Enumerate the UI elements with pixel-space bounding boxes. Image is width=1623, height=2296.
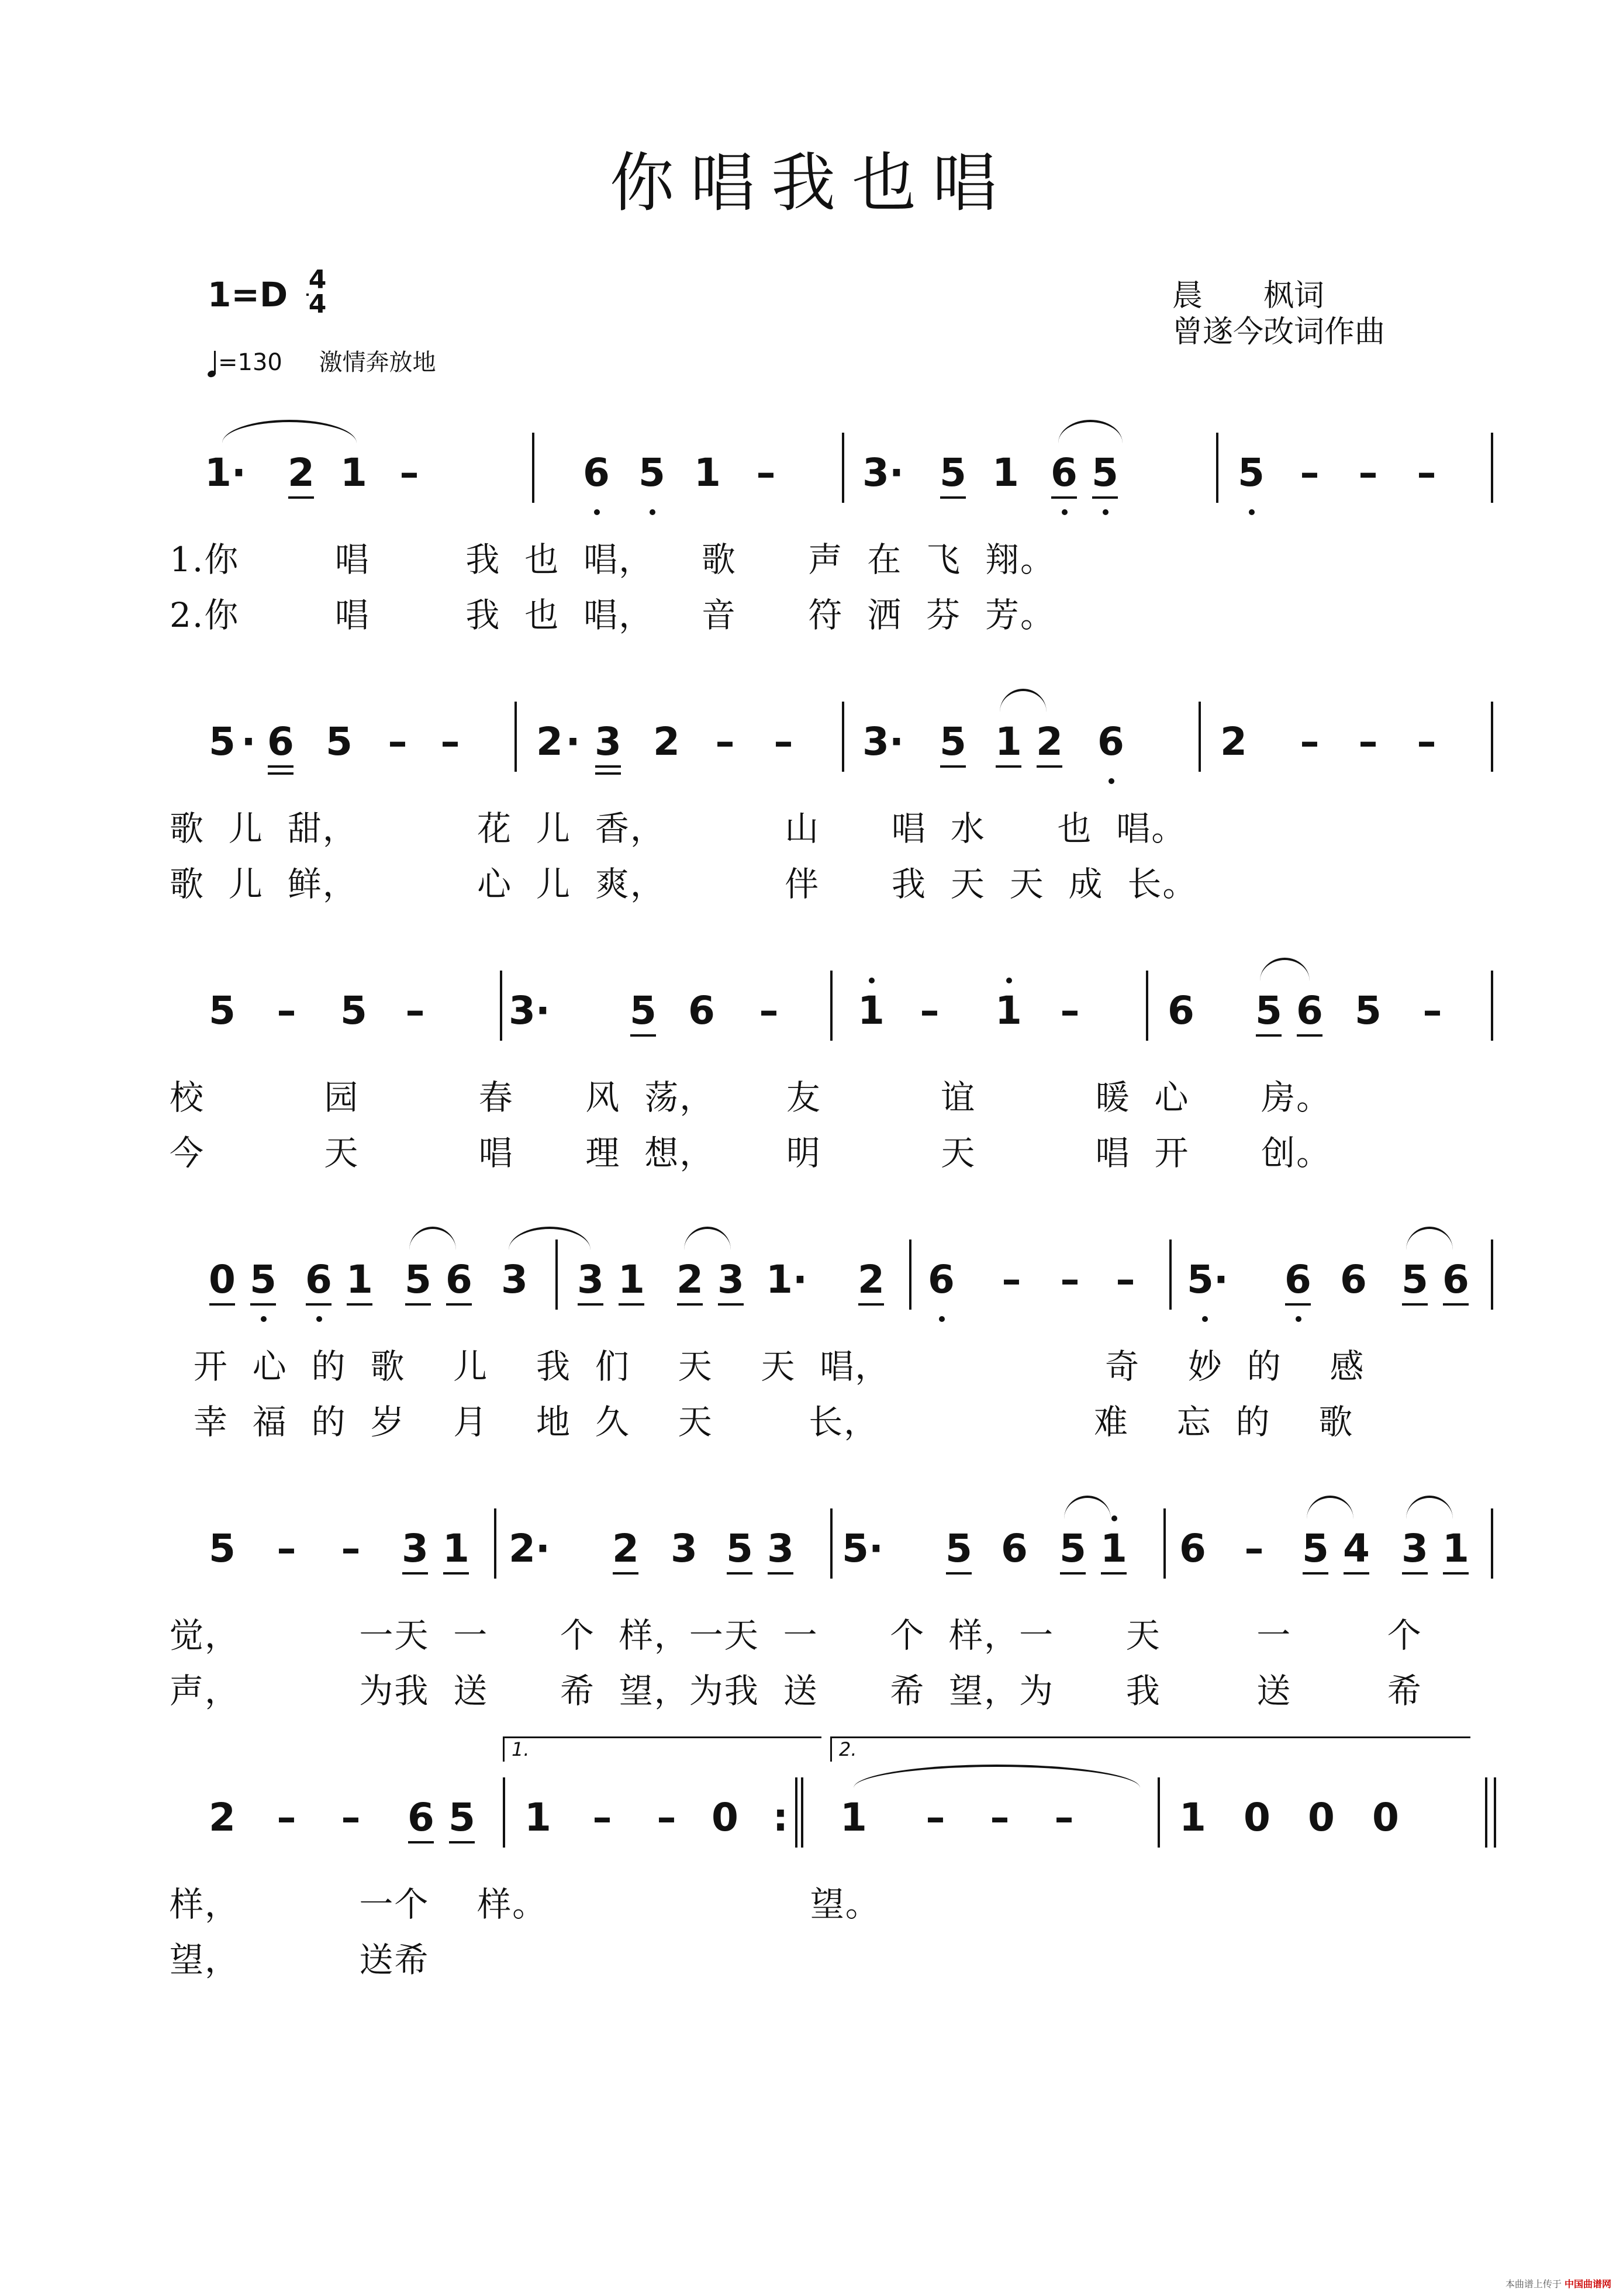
time-signature bbox=[303, 265, 332, 319]
note: 1 bbox=[438, 1526, 474, 1571]
note: 1 bbox=[342, 1257, 377, 1302]
slur bbox=[222, 420, 357, 443]
bar-line bbox=[1163, 1508, 1166, 1579]
note: 6 bbox=[1093, 719, 1128, 764]
note: – bbox=[341, 1526, 361, 1571]
note: – bbox=[277, 988, 296, 1033]
note: 1 bbox=[840, 1795, 867, 1840]
note: 1 bbox=[1438, 1526, 1473, 1571]
note: 6 bbox=[1340, 1257, 1367, 1302]
slur bbox=[509, 1227, 591, 1250]
note: 1· bbox=[205, 450, 246, 495]
note: – bbox=[1060, 1257, 1080, 1302]
note: 1 bbox=[991, 988, 1026, 1033]
bar-line bbox=[503, 1777, 505, 1848]
slur bbox=[409, 1227, 456, 1250]
note: – bbox=[1417, 450, 1436, 495]
volta-bracket: 1. bbox=[503, 1736, 821, 1762]
slur bbox=[1058, 420, 1123, 443]
note: – bbox=[1300, 719, 1320, 764]
lyric-line: 望， 送希 bbox=[170, 1940, 430, 1980]
note: 5 bbox=[340, 988, 367, 1033]
lyric-line: 觉， 一天 一 个 样，一天 一 个 样，一 天 一 个 bbox=[170, 1615, 1422, 1655]
bar-line bbox=[532, 433, 534, 503]
note: 0 bbox=[205, 1257, 240, 1302]
note: 6 bbox=[1001, 1526, 1028, 1571]
note: 2 bbox=[209, 1795, 236, 1840]
note: 6 bbox=[301, 1257, 336, 1302]
note: 3 bbox=[591, 719, 626, 764]
note: 3 bbox=[573, 1257, 608, 1302]
tempo-marking bbox=[208, 344, 436, 377]
note: 1 bbox=[694, 450, 721, 495]
note: 5 bbox=[935, 450, 971, 495]
slur bbox=[1307, 1496, 1353, 1519]
note: – bbox=[277, 1526, 296, 1571]
note: 3· bbox=[862, 450, 904, 495]
lyric-line: 歌 儿 鲜， 心 儿 爽， 伴 我 天 天 成 长。 bbox=[170, 864, 1198, 904]
note: 1 bbox=[524, 1795, 551, 1840]
note: 3 bbox=[713, 1257, 748, 1302]
note: – bbox=[399, 450, 419, 495]
note: 6 bbox=[1292, 988, 1327, 1033]
note: 0 bbox=[1244, 1795, 1270, 1840]
bar-line bbox=[494, 1508, 496, 1579]
note: 2 bbox=[653, 719, 680, 764]
note: 6 bbox=[688, 988, 715, 1033]
bar-line bbox=[555, 1240, 558, 1310]
note: 5 bbox=[1355, 988, 1382, 1033]
note: 6 bbox=[1280, 1257, 1315, 1302]
note: – bbox=[926, 1795, 945, 1840]
note: 6 bbox=[1179, 1526, 1206, 1571]
note: 3· bbox=[509, 988, 550, 1033]
note: – bbox=[1116, 1257, 1135, 1302]
bar-line bbox=[795, 1777, 797, 1848]
bar-line bbox=[500, 971, 502, 1041]
volta-bracket: 2. bbox=[830, 1736, 1470, 1762]
note: 5 bbox=[941, 1526, 976, 1571]
note: – bbox=[1358, 450, 1378, 495]
bar-line bbox=[1199, 702, 1201, 772]
note: 1 bbox=[340, 450, 367, 495]
note: 5 bbox=[626, 988, 661, 1033]
note: 5 bbox=[1234, 450, 1269, 495]
note: 4 bbox=[1339, 1526, 1374, 1571]
note: 6 bbox=[579, 450, 614, 495]
note: 1 bbox=[991, 719, 1026, 764]
note: 6 bbox=[403, 1795, 438, 1840]
note: – bbox=[920, 988, 940, 1033]
note: 2· bbox=[509, 1526, 550, 1571]
note: – bbox=[1422, 988, 1442, 1033]
note: 1 bbox=[1096, 1526, 1131, 1571]
note: 0 bbox=[1308, 1795, 1335, 1840]
bar-line bbox=[842, 433, 844, 503]
note: 5 bbox=[935, 719, 971, 764]
bar-line bbox=[830, 1508, 833, 1579]
note: – bbox=[759, 988, 779, 1033]
note: 1 bbox=[854, 988, 889, 1033]
lyric-line: 声， 为我 送 希 望，为我 送 希 望，为 我 送 希 bbox=[170, 1671, 1422, 1711]
note: 3 bbox=[1397, 1526, 1432, 1571]
bar-line bbox=[514, 702, 517, 772]
note: 3 bbox=[671, 1526, 697, 1571]
expression-text: 激情奔放地 bbox=[319, 349, 436, 376]
note: 3 bbox=[501, 1257, 528, 1302]
note: 6 bbox=[1047, 450, 1082, 495]
slur bbox=[1260, 958, 1310, 981]
note: – bbox=[277, 1795, 296, 1840]
bar-line bbox=[830, 971, 833, 1041]
bar-line bbox=[1158, 1777, 1160, 1848]
note: · bbox=[565, 719, 581, 764]
meter-line bbox=[306, 294, 309, 296]
note: 2 bbox=[1220, 719, 1247, 764]
note: 0 bbox=[712, 1795, 738, 1840]
note: 2 bbox=[284, 450, 319, 495]
note: 5 bbox=[209, 1526, 236, 1571]
composer-credit: 曾遂今改词作曲 bbox=[1172, 315, 1386, 350]
note: – bbox=[388, 719, 408, 764]
note: – bbox=[1358, 719, 1378, 764]
note: 1· bbox=[766, 1257, 807, 1302]
note: 1 bbox=[992, 450, 1019, 495]
note: 6 bbox=[263, 719, 298, 764]
note: 0 bbox=[1372, 1795, 1399, 1840]
lyric-line: 2.你 唱 我 也 唱， 音 符 洒 芬 芳。 bbox=[170, 595, 1056, 635]
note: – bbox=[405, 988, 425, 1033]
note: – bbox=[1054, 1795, 1074, 1840]
bar-line bbox=[1216, 433, 1218, 503]
credits bbox=[1172, 278, 1385, 350]
bar-line bbox=[1491, 1508, 1493, 1579]
slur bbox=[854, 1765, 1140, 1788]
note: 5· bbox=[1187, 1257, 1228, 1302]
note: 6 bbox=[1168, 988, 1194, 1033]
note: – bbox=[341, 1795, 361, 1840]
site-logo: 中国曲谱网 bbox=[1564, 2278, 1611, 2290]
note: 5 bbox=[209, 988, 236, 1033]
note: – bbox=[756, 450, 776, 495]
note: 1 bbox=[614, 1257, 649, 1302]
tempo-value: =130 bbox=[218, 349, 282, 376]
note: 6 bbox=[1438, 1257, 1473, 1302]
meter-top: 4 bbox=[308, 265, 327, 295]
note: 2 bbox=[854, 1257, 889, 1302]
note: 1 bbox=[1179, 1795, 1206, 1840]
slur bbox=[1406, 1496, 1453, 1519]
note: 6 bbox=[441, 1257, 476, 1302]
note: 5 bbox=[1251, 988, 1286, 1033]
note: 2 bbox=[536, 719, 563, 764]
note: – bbox=[715, 719, 735, 764]
footer bbox=[1505, 2277, 1611, 2290]
note: 5 bbox=[1055, 1526, 1090, 1571]
slur bbox=[1406, 1227, 1453, 1250]
bar-line bbox=[1491, 1240, 1493, 1310]
note: 5 bbox=[209, 719, 236, 764]
note: – bbox=[592, 1795, 612, 1840]
note: – bbox=[440, 719, 460, 764]
note: – bbox=[1300, 450, 1320, 495]
key-signature: 1=D bbox=[208, 275, 288, 315]
note: 5 bbox=[1087, 450, 1123, 495]
note: · bbox=[241, 719, 256, 764]
lyric-line: 1.你 唱 我 也 唱， 歌 声 在 飞 翔。 bbox=[170, 540, 1056, 579]
note: – bbox=[773, 719, 793, 764]
note: 5 bbox=[1397, 1257, 1432, 1302]
note: – bbox=[1417, 719, 1436, 764]
slur bbox=[684, 1227, 731, 1250]
lyricist-credit: 晨 枫词 bbox=[1172, 278, 1325, 313]
note: 5 bbox=[722, 1526, 757, 1571]
note: 5· bbox=[842, 1526, 883, 1571]
song-title: 你唱我也唱 bbox=[610, 146, 1013, 220]
lyric-line: 今 天 唱 理 想， 明 天 唱 开 创。 bbox=[170, 1133, 1332, 1173]
note: – bbox=[657, 1795, 676, 1840]
lyric-line: 幸 福 的 岁 月 地 久 天 长， 难 忘 的 歌 bbox=[170, 1402, 1354, 1442]
slur bbox=[1064, 1496, 1111, 1519]
note: 5 bbox=[1298, 1526, 1333, 1571]
bar-line bbox=[1491, 971, 1493, 1041]
bar-line bbox=[1146, 971, 1148, 1041]
bar-line bbox=[1169, 1240, 1172, 1310]
lyric-line: 样， 一个 样。 望。 bbox=[170, 1884, 880, 1924]
slur bbox=[1000, 689, 1047, 712]
note: 2 bbox=[672, 1257, 707, 1302]
note: 3 bbox=[398, 1526, 433, 1571]
note: – bbox=[1002, 1257, 1021, 1302]
bar-line bbox=[842, 702, 844, 772]
bar-line bbox=[909, 1240, 911, 1310]
note: 3· bbox=[862, 719, 904, 764]
bar-line bbox=[1485, 1777, 1487, 1848]
lyric-line: 开 心 的 歌 儿 我 们 天 天 唱， 奇 妙 的 感 bbox=[170, 1346, 1365, 1386]
note: – bbox=[1060, 988, 1080, 1033]
meter-bottom: 4 bbox=[308, 289, 327, 319]
bar-line bbox=[1491, 433, 1493, 503]
note: 2 bbox=[1032, 719, 1067, 764]
note: 5 bbox=[246, 1257, 281, 1302]
footer-text: 本曲谱上传于 bbox=[1505, 2278, 1562, 2290]
note: 6 bbox=[924, 1257, 959, 1302]
note: – bbox=[1244, 1526, 1264, 1571]
quarter-note-icon bbox=[208, 348, 218, 377]
bar-line bbox=[801, 1777, 803, 1848]
note: 5 bbox=[634, 450, 669, 495]
lyric-line: 歌 儿 甜， 花 儿 香， 山 唱 水 也 唱。 bbox=[170, 809, 1187, 848]
bar-line bbox=[1491, 702, 1493, 772]
note: : bbox=[772, 1795, 789, 1840]
note: 5 bbox=[400, 1257, 436, 1302]
note: 3 bbox=[763, 1526, 798, 1571]
lyric-line: 校 园 春 风 荡， 友 谊 暖 心 房。 bbox=[170, 1078, 1332, 1117]
note: – bbox=[990, 1795, 1010, 1840]
note: 5 bbox=[444, 1795, 479, 1840]
note: 2 bbox=[608, 1526, 643, 1571]
note: 5 bbox=[326, 719, 353, 764]
bar-line bbox=[1494, 1777, 1496, 1848]
